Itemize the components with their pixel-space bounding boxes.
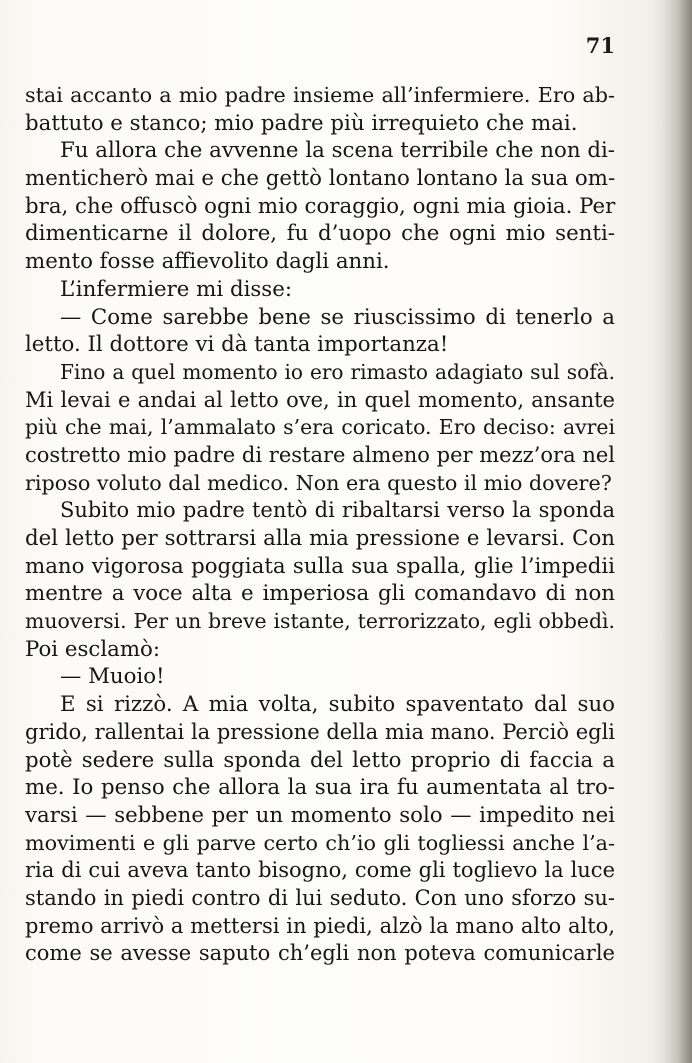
text-line: Subito mio padre tentò di ribaltarsi verso la sponda bbox=[60, 498, 615, 523]
text-line: grido, rallentai la pressione della mia mano. Perciò egli bbox=[25, 719, 615, 744]
page-edge-shadow bbox=[662, 0, 692, 1063]
text-line: dimenticarne il dolore, fu d’uopo che ogni mio senti- bbox=[25, 221, 615, 247]
text-line: costretto mio padre di restare almeno per mezz’ora nel bbox=[25, 442, 615, 467]
text-line: del letto per sottrarsi alla mia pressione e levarsi. Con bbox=[25, 526, 615, 551]
text-line: più che mai, l’ammalato s’era coricato. Ero deciso: avrei bbox=[25, 415, 615, 440]
text-line: Poi esclamò: bbox=[25, 636, 161, 662]
text-line: bra, che offuscò ogni mio coraggio, ogni mia gioia. Per bbox=[25, 193, 616, 219]
text-line: menticherò mai e che gettò lontano lontano la sua om- bbox=[25, 166, 616, 192]
text-line: letto. Il dottore vi dà tanta importanza! bbox=[25, 332, 449, 358]
text-line: mentre a voce alta e imperiosa gli comandavo di non bbox=[25, 581, 615, 607]
page-text bbox=[25, 82, 615, 968]
text-line: potè sedere sulla sponda del letto proprio di faccia a bbox=[25, 747, 615, 773]
text-line: varsi — sebbene per un momento solo — impedito nei bbox=[25, 802, 615, 828]
text-line: mano vigorosa poggiata sulla sua spalla, glie l’impedii bbox=[25, 553, 615, 579]
text-line: riposo voluto dal medico. Non era questo il mio dovere? bbox=[25, 470, 612, 495]
text-line: me. Io penso che allora la sua ira fu aumentata al tro- bbox=[25, 775, 615, 801]
text-line: Mi levai e andai al letto ove, in quel momento, ansante bbox=[25, 387, 615, 412]
text-line: mento fosse affievolito dagli anni. bbox=[25, 249, 390, 275]
text-line: — Come sarebbe bene se riuscissimo di tenerlo a bbox=[60, 304, 615, 330]
text-line: come se avesse saputo ch’egli non poteva comunicarle bbox=[25, 941, 615, 966]
text-line: — Muoio! bbox=[60, 664, 165, 690]
text-line: stando in piedi contro di lui seduto. Con uno sforzo su- bbox=[25, 885, 615, 910]
text-line: stai accanto a mio padre insieme all’infermiere. Ero ab- bbox=[25, 83, 615, 107]
text-line: E si rizzò. A mia volta, subito spaventato dal suo bbox=[60, 692, 615, 718]
text-line: muoversi. Per un breve istante, terrorizzato, egli obbedì. bbox=[25, 609, 615, 634]
text-line: Fu allora che avvenne la scena terribile che non di- bbox=[60, 138, 615, 164]
text-line: L’infermiere mi disse: bbox=[60, 276, 293, 302]
text-line: premo arrivò a mettersi in piedi, alzò la mano alto alto, bbox=[25, 913, 615, 938]
text-line: ria di cui aveva tanto bisogno, come gli toglievo la luce bbox=[25, 858, 615, 883]
text-line: battuto e stanco; mio padre più irrequieto che mai. bbox=[25, 110, 578, 136]
text-line: Fino a quel momento io ero rimasto adagiato sul sofà. bbox=[60, 359, 615, 384]
text-line: movimenti e gli parve certo ch’io gli togliessi anche l’a- bbox=[25, 830, 615, 855]
page-number: 71 bbox=[585, 33, 615, 58]
